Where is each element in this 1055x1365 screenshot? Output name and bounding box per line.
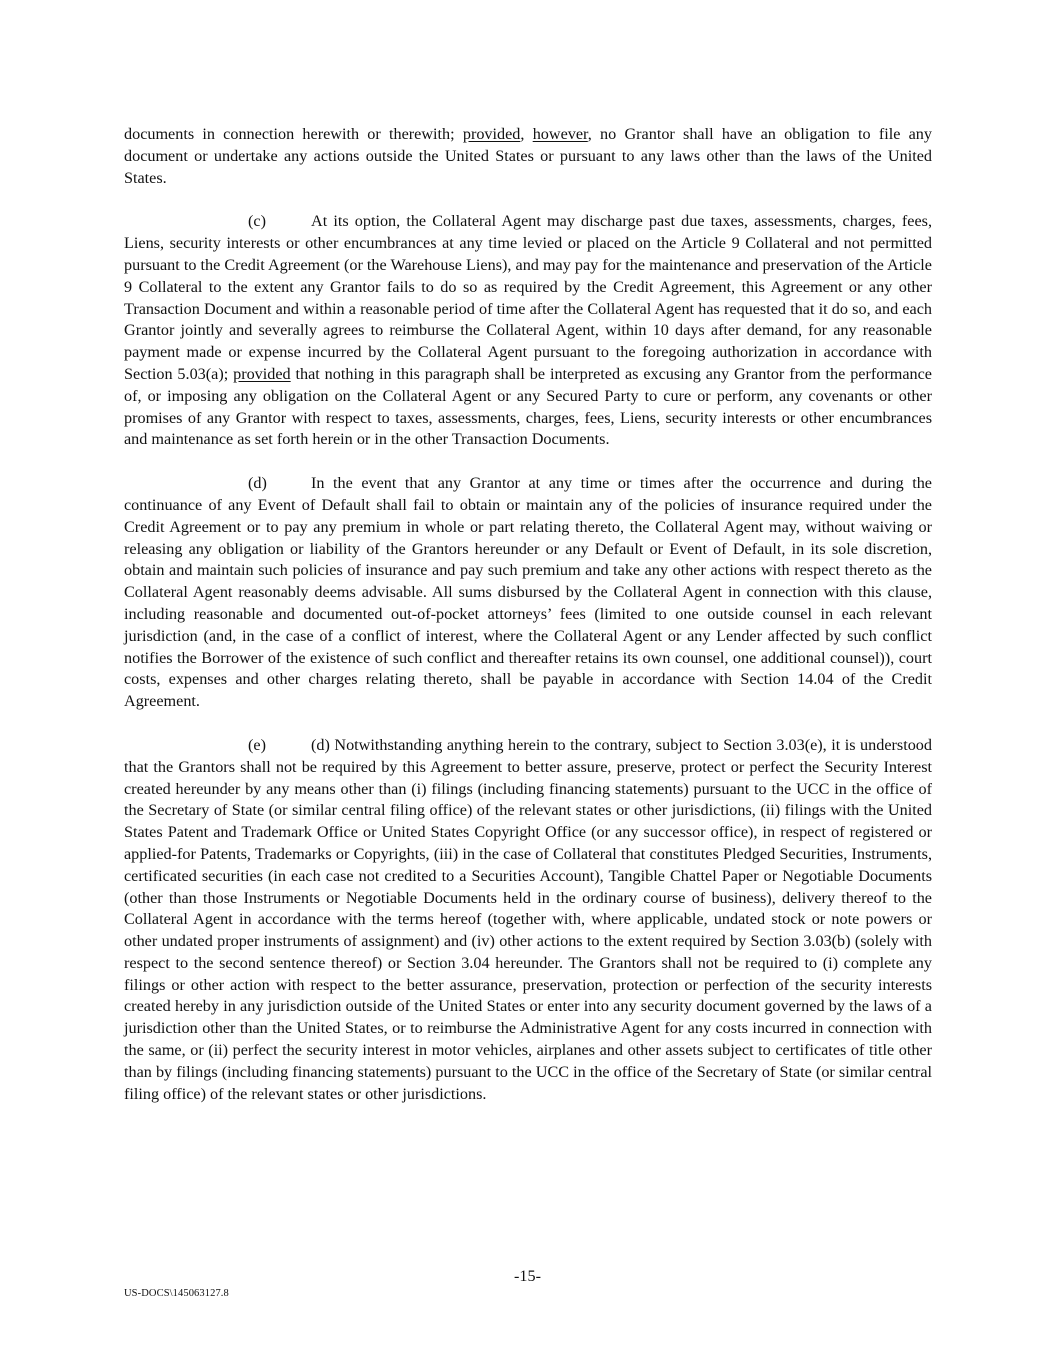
text-run: documents in connection herewith or therewith; (124, 125, 463, 143)
document-body (124, 124, 932, 1127)
text-run: , no Grantor shall have an obligation to file any document or undertake any actions outside the United States or pursuant to any laws other than the laws of the United States. (124, 125, 932, 187)
underlined-term-provided: provided (233, 364, 291, 383)
underlined-term-provided: provided (462, 125, 521, 143)
clause-label-d: (d) (248, 474, 267, 493)
text-run: (d) Notwithstanding anything herein to the contrary, subject to Section 3.03(e), it is understood that the Grantors shall not be required by this Agreement to better assure, preserve, protect or perfect the Security Interest created hereunder by any means other than (i) filings (including financing statements) pursuant to the UCC in the office of the Secretary of State (or similar central filing office) of the relevant states or other jurisdictions, (ii) filings with the United States Patent and Trademark Office or United States Copyright Office (or any successor office), in respect of registered or applied-for Patents, Trademarks or Copyrights, (iii) in the case of Collateral that constitutes Pledged Securities, Instruments, certificated securities (in each case not credited to a Securities Account), Tangible Chattel Paper or Negotiable Documents (other than those Instruments or Negotiable Documents held in the ordinary course of business), delivery thereof to the Collateral Agent in accordance with the terms hereof (together with, where applicable, undated stock or note powers or other undated proper instruments of assignment) and (iv) other actions to the extent required by Section 3.03(b) (solely with respect to the second sentence thereof) or Section 3.04 hereunder. The Grantors shall not be required to (i) complete any filings or other action with respect to the better assurance, preservation, protection or perfection of the security interests created hereby in any jurisdiction outside of the United States or enter into any security document governed by the laws of a jurisdiction other than the United States, or to reimburse the Administrative Agent for any costs incurred in connection with the same, or (ii) perfect the security interest in motor vehicles, airplanes and other assets subject to certificates of title other than by filings (including financing statements) pursuant to the UCC in the office of the Secretary of State (or similar central filing office) of the relevant states or other jurisdictions. (124, 735, 932, 1103)
text-run: In the event that any Grantor at any time or times after the occurrence and during the continuance of any Event of Default shall fail to obtain or maintain any of the policies of insurance required under the Credit Agreement or to pay any premium in whole or part relating thereto, the Collateral Agent may, without waiving or releasing any obligation or liability of the Grantors hereunder or any Default or Event of Default, in its sole discretion, obtain and maintain such policies of insurance and pay such premium and take any other actions with respect thereto as the Collateral Agent reasonably deems advisable. All sums disbursed by the Collateral Agent in connection with this clause, including reasonable and documented out-of-pocket attorneys’ fees (limited to one outside counsel in each relevant jurisdiction (and, in the case of a conflict of interest, where the Collateral Agent or any Lender affected by such conflict notifies the Borrower of the existence of such conflict and thereafter retains its own counsel, one additional counsel)), court costs, expenses and other charges relating thereto, shall be payable in accordance with Section 14.04 of the Credit Agreement. (124, 474, 932, 711)
clause-label-e: (e) (248, 735, 266, 754)
paragraph-d (124, 473, 932, 713)
text-run: At its option, the Collateral Agent may discharge past due taxes, assessments, charges, fees, Liens, security interests or other encumbrances at any time levied or placed on the Article 9 Collateral and not permitted pursuant to the Credit Agreement (or the Warehouse Liens), and may pay for the maintenance and preservation of the Article 9 Collateral to the extent any Grantor fails to do so as required by the Credit Agreement, this Agreement or any other Transaction Document and within a reasonable period of time after the Collateral Agent has requested that it do so, and each Grantor jointly and severally agrees to reimburse the Collateral Agent, within 10 days after demand, for any reasonable payment made or expense incurred by the Collateral Agent pursuant to the foregoing authorization in accordance with Section 5.03(a); (124, 212, 932, 383)
paragraph-e (124, 735, 932, 1106)
paragraph-b-continuation (124, 124, 932, 189)
document-id: US-DOCS\145063127.8 (124, 1288, 229, 1299)
text-run: , (520, 125, 533, 143)
underlined-term-however: however (532, 125, 588, 143)
page-number: -15- (514, 1267, 541, 1285)
clause-label-c: (c) (248, 212, 266, 231)
paragraph-c (124, 211, 932, 451)
text-run: that nothing in this paragraph shall be interpreted as excusing any Grantor from the performance of, or imposing any obligation on the Collateral Agent or any Secured Party to cure or perform, any covenants or other promises of any Grantor with respect to taxes, assessments, charges, fees, Liens, security interests or other encumbrances and maintenance as set forth herein or in the other Transaction Documents. (124, 364, 932, 449)
